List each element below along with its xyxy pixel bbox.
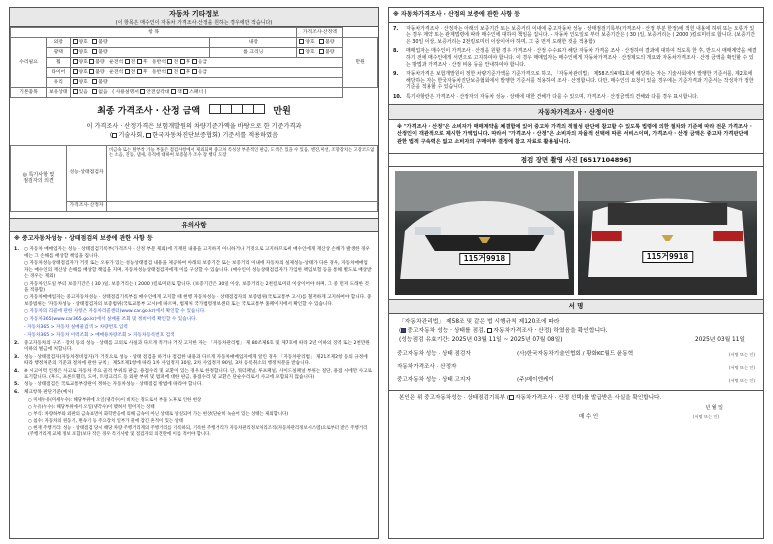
row-exterior-opts: 양호 불량 <box>70 38 210 48</box>
caution-title: 유의사항 <box>10 218 378 232</box>
notice-title: 자동차가격조사 · 산정이란 <box>389 104 763 120</box>
bad-checkbox[interactable] <box>92 79 97 84</box>
good-checkbox[interactable] <box>73 49 78 54</box>
caution-item: ○ 자동차성능상태점검자가 거짓 또는 오류가 있는 성능상태점검 내용을 제공하여 아래의 보증기간 또는 보증거리 이내에 자동차의 실제성능·상태가 다른 경우, 자동차매매업자는 매수인의 재산상 손해를 배상할 책임을 지며, 자동차성능상태점검자에게 이를 구상할 수 있습니다. (매수인이 성능상태점검자가 가입한 책임보험 등을 통해 별도로 배상받는 경우는 제외) <box>24 261 372 279</box>
buyer-row <box>389 412 763 421</box>
none-checkbox[interactable] <box>92 89 97 94</box>
signature-row <box>389 348 763 361</box>
repair-table <box>10 27 378 98</box>
pos-checkbox[interactable] <box>125 59 130 64</box>
pos-checkbox[interactable] <box>137 69 142 74</box>
society-checkbox[interactable] <box>112 133 117 138</box>
association-checkbox[interactable] <box>146 133 151 138</box>
pos-checkbox[interactable] <box>137 59 142 64</box>
notice-text: ※ "가격조사 · 산정"은 소비자가 매매계약을 체결함에 있어 중고차 가격의 적절성 판단에 참고할 수 있도록 법령에 의한 절차와 기준에 따라 전문 가격조사 · 산정인이 객관적으로 제시한 가액입니다. 따라서 "가격조사 · 산정"은 소비자의 자율적 선택에 따른 서비스이며, 가격조사 · 산정 금액은 중고차 가격판단에 관한 법적 구속력은 없고 소비자의 구매여부 결정에 참고 자료로 활용됩니다. <box>397 123 752 145</box>
row-interior-opts: 양호 불량 <box>297 38 343 48</box>
photo-area <box>389 167 763 299</box>
signer-name: (주)메이엔케이 <box>517 377 554 384</box>
license-plate: 115거9918 <box>459 253 510 265</box>
caution-item: ○ 자동차의 리콜에 관한 사항은 자동차리콜센터(www.car.go.kr)에서 확인할 수 있습니다. <box>24 309 206 315</box>
row-glass-label: 유리 <box>47 78 71 88</box>
caution-item: ○ 자동차매매업자는 중고자동차성능 · 상태점검기록부를 매수인에게 고지할 때 현행 자동차성능 · 상태점검자의 보증범위(국토교통부 고시)를 철저하게 고지하여야 합니다. 중 보증범위는 '자동차성능 · 상태점검자의 보증범위(국토교통부 고시)에 따르며, 법제처 국가법령정보센터 또는 국토교통부 홈페이지에서 확인할 수 있습니다. <box>24 295 372 307</box>
bad-checkbox[interactable] <box>92 39 97 44</box>
buyer-sign[interactable]: (서명 또는 인) <box>692 413 719 419</box>
row-gloss-label: 광택 <box>47 48 71 58</box>
final-price-desc: 이 가격조사 · 산정가격은 보험개발원의 차량기준가액을 바탕으로 한 기준가격과 <box>86 123 302 131</box>
signature-title: 서 명 <box>389 299 763 313</box>
caution-item: 2. 중고자동차의 구조 · 장치 등의 성능 · 상태를 고의로 사실과 다르게 적거나 거짓 고지한 자는 「자동차관리법」 제 80조제6호 및 제7호에 따라 2년 이하의 징역 또는 2천만원 이하의 벌금에 처합니다. <box>14 340 370 352</box>
signature-statement: 「자동차관리법」 제58조 및 같은 법 시행규칙 제120조에 따라 ( 중고자동차 성능 · 상태를 점검, 자동차가격조사 · 산정) 하였음을 확인합니다. (성능점검 유효기간: 2025년 03월 11일 ~ 2025년 07월 08일) 2025년 03월 11일 <box>389 314 763 346</box>
notes-table <box>10 145 378 212</box>
right-column <box>388 7 764 539</box>
other-info-title: 자동차 기타정보 <box>10 8 378 19</box>
signature-row <box>389 361 763 374</box>
repair-group-label: 수리필요 <box>11 38 47 88</box>
rear-photo <box>578 171 757 295</box>
good-checkbox[interactable] <box>73 39 78 44</box>
appraisal-header: ※ 자동차가격조사 · 산정의 보증에 관한 사항 등 <box>389 8 763 23</box>
row-cleaning-opts: 양호 불량 <box>297 48 343 58</box>
sign-field[interactable]: (서명 또는 인) <box>728 378 755 384</box>
bad-checkbox[interactable] <box>89 59 94 64</box>
validity-period: (성능점검 유효기간: 2025년 03월 11일 ~ 2025년 07월 08일) <box>399 337 563 344</box>
has-checkbox[interactable] <box>73 89 78 94</box>
pos-checkbox[interactable] <box>180 69 185 74</box>
good-checkbox[interactable] <box>73 59 78 64</box>
notes-label: ◎ 특기사항 및 점검자의 의견 <box>11 145 67 211</box>
row-tire-label: 타이어 <box>47 68 71 78</box>
pos-checkbox[interactable] <box>192 59 197 64</box>
good-checkbox[interactable] <box>73 69 78 74</box>
buyer-confirm: 본인은 위 중고자동차성능 · 상태점검기록부 ( 자동차가격조사 · 산정 선택)를 발급받은 사실을 확인합니다. <box>389 390 763 402</box>
front-photo <box>395 171 574 295</box>
caution-item: 1. ○ 자동차 매매업자는 성능 · 상태점검기록부(가격조사 · 산정 부분 제외)에 기재된 내용을 고지하지 아니하거나 거짓으로 고지하므로써 매수인에게 재산상 손해가 발생한 경우에는 그 손해를 배상할 책임을 집니다. <box>14 247 370 259</box>
caution-item: 6. 체크항목 판단기준(예시) <box>14 390 74 396</box>
caution-item: - 자동차365 > 자동차 이력조회 > 매매용차량조회 > 자동차등록번호 검색 <box>24 332 175 338</box>
signer-role: 중고자동차 성능 · 상태 고지자 <box>397 377 471 384</box>
col-price-header: 가격조사·산정액 <box>297 28 343 38</box>
signer-role: 자동차가격조사 · 산정자 <box>397 364 457 371</box>
appraisal-item: 8. 매매업자는 매수인이 가격조사 · 산정을 원할 경우 가격조사 · 산정 수수료가 해당 자동차 가격을 조사 · 산정하여 결과에 대하여 적도록 한 후, 반드시 매매계약을 체결하기 전에 매수인에게 서면으로 고지하여야 합니다. 이 경우 매매업자는 매수인에게 자동차가격조사 · 산정제도의 개요와 자동차가격조사 · 산정 금액을 확인할 수 있는 방법과 가격조사 · 산정 비용 등을 안내하여야 합니다. <box>393 48 757 68</box>
pos-checkbox[interactable] <box>167 69 172 74</box>
row-wheel-label: 휠 <box>47 58 71 68</box>
row-tire-opts: 양호 불량 운전석 전 후 동반석 전 후 응급 <box>70 68 343 78</box>
bad-checkbox[interactable] <box>319 49 324 54</box>
good-checkbox[interactable] <box>73 79 78 84</box>
pos-checkbox[interactable] <box>192 69 197 74</box>
row-glass-opts: 양호 불량 <box>70 78 343 88</box>
criteria-item: ○ 부식: 차량하부와 외판의 금속표면이 화학반응에 의해 금속이 아닌 상태로 상실되어 가는 현상(단순히 녹슬어 있는 상태는 제외합니다) <box>28 411 289 417</box>
license-plate: 115거9918 <box>642 251 693 263</box>
basic-items-label: 기본품목 <box>11 88 47 98</box>
bad-checkbox[interactable] <box>89 69 94 74</box>
caution-list <box>10 245 378 437</box>
left-column <box>9 7 379 539</box>
caution-header: ※ 중고자동차성능 · 상태점검의 보증에 관한 사항 등 <box>14 234 153 242</box>
caution-item: 3. 성능 · 상태점검자(자동차정비업자)가 거짓으로 성능 · 상태 점검을 하거나 점검한 내용과 다르게 자동차매매업자에게 알린 경우 「자동차관리법」 제21조제2항 등의 규정에 따라 행정처분의 기준과 절차에 관한 규칙」 제5조제1항에 따라 1차 사업정지 30일, 2차 사업정지 90일, 3차 등록취소의 행정처분을 받습니다. <box>14 354 368 366</box>
appraiser-note <box>107 201 378 211</box>
item-checkbox[interactable] <box>140 89 145 94</box>
bad-checkbox[interactable] <box>92 49 97 54</box>
buyer-date: 년 월 일 <box>705 405 723 412</box>
inspector-note: 비금속 또는 탈부착 가능 부품은 점검사항에서 제외되며 중고차 특성상 부분적인 판금, 도색은 있을 수 있음, 엔진,미션, 조향장치는 고장코드없는 소음, 진동, 냄새, 유격에 대하여 보증불가 조수 장 행디 도장 <box>107 145 378 201</box>
row-interior-label: 내장 <box>210 38 297 48</box>
caution-item: 5. 성능 · 상태점검은 국토교통부장관이 정하는 자동차성능 · 상태점검 방법에 따라야 합니다. <box>14 382 203 388</box>
photo-title: 점검 장면 촬영 사진 [6517104896] <box>389 153 763 167</box>
caution-item: ○ 자동차365(www.car365.go.kr)에서 실매물 조회 및 정비이력 확인할 수 있습니다. <box>24 317 197 323</box>
pos-checkbox[interactable] <box>167 59 172 64</box>
buyer-label: 매 수 인 <box>579 413 599 420</box>
appraisal-item: 9. 자동차가격은 보험개발원이 정한 차량기준가액을 기준가격으로 하고, 「자동차관리법」 제58조의4제1호에 해당하는 자는 기술사회에서 발행한 기준서를, 제2호에 해당하는 자는 한국자동차진단보증협회에서 발행한 기준서를 적용하여 조사 · 산정합니다. 다만, 매수인의 요청이 있을 경우에는 기준가격과 기준서는 작성자가 정한 기준을 적용할 수 있습니다. <box>393 71 754 91</box>
basic-items-opts: 있음 없음 ( 사용설명서 안전삼각대 잭 스패너 ) <box>70 88 343 98</box>
pos-checkbox[interactable] <box>180 59 185 64</box>
item-checkbox[interactable] <box>171 89 176 94</box>
signer-role: 중고자동차 성능 · 상태 점검자 <box>397 351 471 358</box>
pos-checkbox[interactable] <box>125 69 130 74</box>
good-checkbox[interactable] <box>299 49 304 54</box>
appraisal-item: 7. 자동차가격조사 · 산정자는 아래의 보증기간 또는 보증거리 이내에 중고자동차 성능 · 상태점검기록부(가격조사 · 산정 부분 한정)에 적힌 내용에 허위 또는 오류가 있는 경우 계약 또는 관계법령에 따라 매수인에 대하여 책임을 집니다. - 자동차 인도일로 부터 보증기간은 ( 30 )일, 보증거리는 ( 2000 )킬로미터로 합니다. (보증기간은 30일 이상, 보증거리는 2천킬로미터 이상이어야 하며, 그 중 먼저 도래한 것을 적용함) <box>393 25 756 45</box>
bad-checkbox[interactable] <box>319 39 324 44</box>
appraisal-checkbox[interactable] <box>487 328 492 333</box>
appraiser-label: 가격조사·산정자 <box>67 201 107 211</box>
inspection-checkbox[interactable] <box>401 328 406 333</box>
caution-item: ○ 자동차인도일 부터 보증기간은 ( 30 )일, 보증거리는 ( 2000 )킬로미터로 합니다. (보증기간은 30일 이상, 보증거리는 2천킬로미터 이상이어야 하며, 그 중 먼저 도래한 것을 적용함) <box>24 281 369 293</box>
criteria-item: ○ 침수: 자동차의 원동기, 변속기 등 주요장치 일부가 물에 잠긴 흔적이 있는 상태 <box>28 418 183 424</box>
row-gloss-opts: 양호 불량 <box>70 48 210 58</box>
col-item-header: 항 목 <box>11 28 297 38</box>
criteria-item: ○ 미세누유(미세누수): 해당부위에 오일(냉각수)이 비치는 정도로서 부품 노후로 인한 현상 <box>28 398 202 404</box>
criteria-item: ○ 누유(누수): 해당부위에서 오일(냉각수)이 맺혀서 떨어지는 상태 <box>28 404 155 410</box>
sign-date: 2025년 03월 11일 <box>695 337 745 344</box>
appraisal-item: 10. 특기사항란은 가격조사 · 산정자의 자동차 성능 · 상태에 대한 견해가 다를 수 있으며, 가격조사 · 산정금액의 견해와 다를 경우 표시합니다. <box>393 93 699 100</box>
sign-field[interactable]: (서명 또는 인) <box>728 352 755 358</box>
final-price-desc2: ( 기술사회, 한국자동차진단보증협회) 기준서를 적용하였음 <box>109 132 279 139</box>
caution-item: - 자동차365 > 자동차 실매물검색 > 차량번호 입력 <box>24 325 128 330</box>
row-exterior-label: 외장 <box>47 38 71 48</box>
sign-field[interactable]: (서명 또는 인) <box>728 365 755 371</box>
price-boxes[interactable] <box>209 104 264 118</box>
buyer-appraisal-checkbox[interactable] <box>509 395 514 400</box>
price-value: 만원 <box>343 38 378 88</box>
appraisal-list <box>389 23 763 101</box>
row-cleaning-label: 룸 크리닝 <box>210 48 297 58</box>
signature-row <box>389 374 763 387</box>
basic-items-sub: 보유상태 <box>47 88 71 98</box>
inspector-label: 성능·상태점검자 <box>67 145 107 201</box>
signer-name: (사)한국자동차기술인협회 / 황화KC월드 윤동혁 <box>517 351 634 358</box>
item-checkbox[interactable] <box>183 89 188 94</box>
signature-rows <box>389 348 763 387</box>
other-info-subtitle: (이 항목은 매수인이 자동차 가격조사·산정을 원하는 경우에만 적습니다) <box>10 19 378 27</box>
row-wheel-opts: 양호 불량 운전석 전 후 동반석 전 후 응급 <box>70 58 343 68</box>
caution-item: 4. ※ 시고이력 인정은 사고로 자동차 주요 골격 부위의 판금, 용접수리 및 교환이 있는 경우로 한정합니다. 단, 쿼터패널, 루프패널, 사이드실패널 부위는 절단, 용접 시에만 사고로 표기합니다. (후드, 프론트휀더, 도어, 트렁크리드 등 외판 부위 및 범퍼에 대한 판금, 용접수리 및 교환은 단순수리로서 사고에 포함되지 않습니다) <box>14 368 372 380</box>
good-checkbox[interactable] <box>299 39 304 44</box>
criteria-item: ○ 현재 주행거리: 성능 · 상태점검 당시 해당 차량 주행거리계의 주행거리를 기록하되, 기록한 주행거리가 자동차관리정보처리조직(자동차관리정보시스템)으로부터 받은 주행거리(주행거리계 교체 정보 포함)보다 작은 경우 특기사항 및 점검자의 의견란에 이를 적어야 합니다. <box>28 425 368 437</box>
final-price-title: 최종 가격조사 · 산정 금액 만원 <box>10 104 378 118</box>
